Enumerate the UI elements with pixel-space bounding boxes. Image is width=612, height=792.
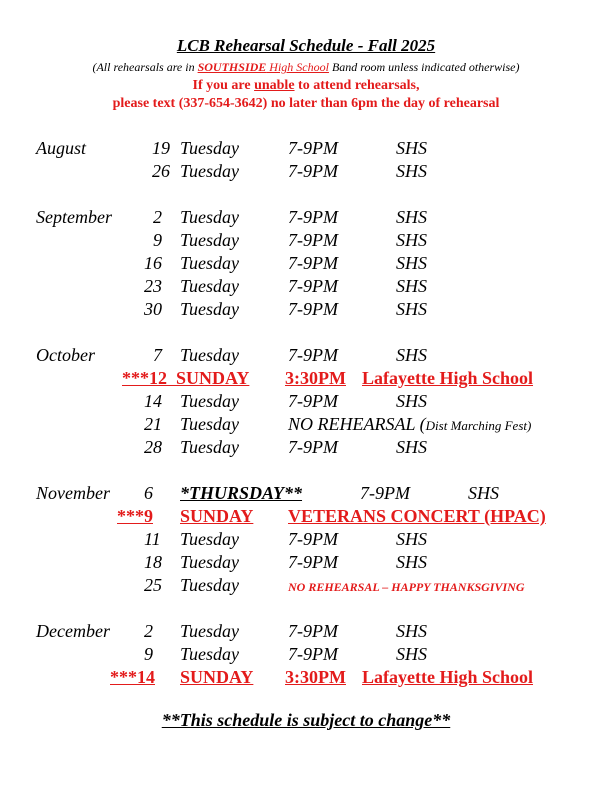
day: 26 [152, 161, 170, 181]
time: 7-9PM [288, 552, 338, 572]
place: SHS [396, 621, 427, 641]
time: 7-9PM [288, 253, 338, 273]
page-title: LCB Rehearsal Schedule - Fall 2025 [176, 36, 436, 55]
day: 7 [153, 345, 162, 365]
place: SHS [396, 437, 427, 457]
weekday: Tuesday [180, 529, 240, 549]
special-place: Lafayette High School [362, 667, 533, 687]
subtitle-highlight-2: High School [266, 60, 329, 74]
special-time: 3:30PM [285, 368, 346, 388]
place: SHS [396, 299, 427, 319]
weekday: Tuesday [180, 276, 240, 296]
time: 7-9PM [288, 138, 338, 158]
weekday-thursday: *THURSDAY** [180, 483, 303, 503]
place: SHS [468, 483, 499, 503]
subtitle [0, 60, 612, 75]
place: SHS [396, 391, 427, 411]
weekday: Tuesday [180, 621, 240, 641]
weekday: Tuesday [180, 207, 240, 227]
day: 2 [153, 207, 162, 227]
time: 7-9PM [288, 391, 338, 411]
subtitle-highlight: SOUTHSIDE [197, 60, 267, 74]
month-label: September [36, 207, 112, 227]
time: 7-9PM [288, 207, 338, 227]
weekday: Tuesday [180, 299, 240, 319]
day: 16 [144, 253, 162, 273]
warning-line-2: please text (337-654-3642) no later than 6pm the day of rehearsal [112, 96, 500, 111]
time: 7-9PM [288, 276, 338, 296]
place: SHS [396, 161, 427, 181]
weekday: Tuesday [180, 575, 240, 595]
time: 7-9PM [288, 161, 338, 181]
time: 7-9PM [288, 621, 338, 641]
day: 30 [144, 299, 162, 319]
weekday: Tuesday [180, 230, 240, 250]
time: 7-9PM [360, 483, 410, 503]
weekday: Tuesday [180, 391, 240, 411]
weekday: Tuesday [180, 161, 240, 181]
day: 28 [144, 437, 162, 457]
weekday: Tuesday [180, 253, 240, 273]
special-event: VETERANS CONCERT (HPAC) [288, 506, 546, 526]
weekday: Tuesday [180, 644, 240, 664]
weekday: Tuesday [180, 345, 240, 365]
time: 7-9PM [288, 529, 338, 549]
special-place: Lafayette High School [362, 368, 533, 388]
place: SHS [396, 529, 427, 549]
place: SHS [396, 230, 427, 250]
no-rehearsal-label [288, 414, 531, 435]
thanksgiving-note: NO REHEARSAL – HAPPY THANKSGIVING [288, 580, 525, 594]
special-weekday: SUNDAY [180, 667, 254, 687]
time: 7-9PM [288, 299, 338, 319]
day: 18 [144, 552, 162, 572]
day: 14 [144, 391, 162, 411]
no-rehearsal-note: Dist Marching Fest) [425, 418, 532, 433]
place: SHS [396, 138, 427, 158]
place: SHS [396, 207, 427, 227]
special-day: ***9 [117, 506, 153, 526]
month-label: October [36, 345, 95, 365]
day: 9 [144, 644, 153, 664]
month-label: August [36, 138, 87, 158]
warn1-post: to attend rehearsals, [294, 78, 420, 93]
weekday: Tuesday [180, 552, 240, 572]
day: 19 [152, 138, 170, 158]
warn1-pre: If you are [192, 78, 255, 93]
no-rehearsal-text: NO REHEARSAL ( [288, 414, 426, 434]
warning-line-1 [0, 78, 612, 94]
place: SHS [396, 644, 427, 664]
day: 25 [144, 575, 162, 595]
time: 7-9PM [288, 230, 338, 250]
place: SHS [396, 276, 427, 296]
time: 7-9PM [288, 644, 338, 664]
subtitle-post: Band room unless indicated otherwise) [328, 60, 520, 74]
place: SHS [396, 552, 427, 572]
month-label: November [36, 483, 110, 503]
day: 9 [153, 230, 162, 250]
day: 11 [144, 529, 161, 549]
place: SHS [396, 345, 427, 365]
footer-note: **This schedule is subject to change** [161, 710, 451, 730]
warn1-underlined: unable [254, 78, 295, 93]
subtitle-pre: (All rehearsals are in [92, 60, 198, 74]
weekday: Tuesday [180, 138, 240, 158]
place: SHS [396, 253, 427, 273]
day: 6 [144, 483, 153, 503]
day: 21 [144, 414, 162, 434]
weekday: Tuesday [180, 414, 240, 434]
time: 7-9PM [288, 437, 338, 457]
day: 2 [144, 621, 153, 641]
special-time: 3:30PM [285, 667, 346, 687]
special-day: ***14 [110, 667, 155, 687]
time: 7-9PM [288, 345, 338, 365]
special-weekday: SUNDAY [180, 506, 254, 526]
special-day-sunday: ***12 SUNDAY [122, 368, 250, 388]
day: 23 [144, 276, 162, 296]
month-label: December [36, 621, 110, 641]
weekday: Tuesday [180, 437, 240, 457]
